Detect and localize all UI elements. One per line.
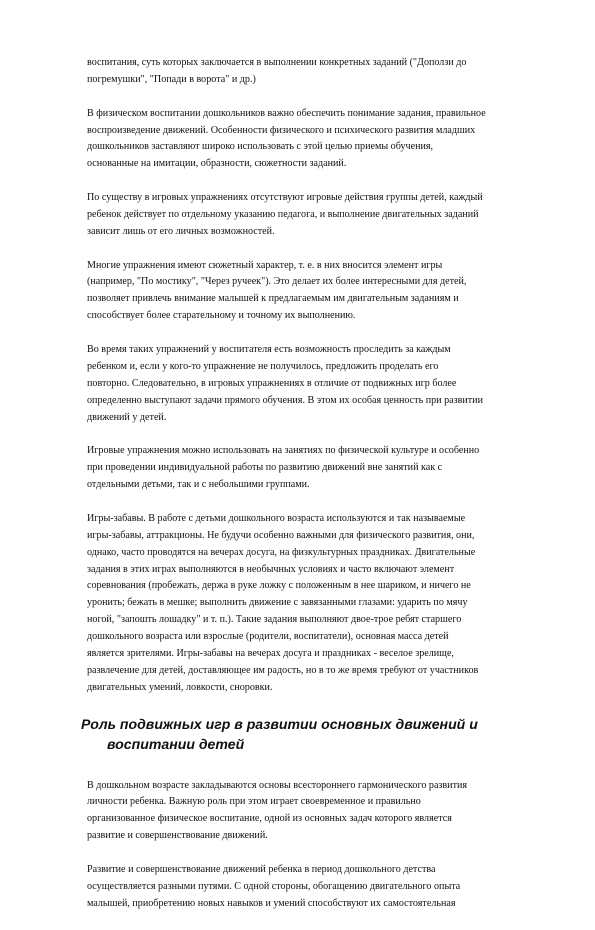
text-line: дошкольного возраста или взрослые (родители, воспитатели), основная масса детей [87,631,449,643]
text-line: Игры-забавы. В работе с детьми дошкольного возраста используются и так называемые [87,512,466,524]
text-line: повторно. Следовательно, в игровых упражнениях в отличие от подвижных игр более [87,377,457,389]
text-line: соревнования (пробежать, держа в руке ложку с положенным в нее шариком, и ничего не [87,580,471,592]
text-line: развлечение для детей, доставляющее им радость, но в то же время требуют от участников [87,664,479,676]
document-body [81,55,533,930]
text-line: однако, часто проводятся на вечерах досуга, на физкультурных праздниках. Двигательные [87,546,476,558]
text-line: дошкольников заставляют широко использовать с этой целью приемы обучения, [87,141,434,153]
text-line: ногой, "запошть лошадку" и т. п.). Такие задания выполняют двое-трое ребят старшего [87,614,462,626]
text-line: является зрителями. Игры-забавы на вечерах досуга и праздниках - веселое зрелище, [87,648,454,660]
paragraph-8 [87,778,533,846]
heading-line: воспитании детей [107,735,245,752]
text-line: В физическом воспитании дошкольников важно обеспечить понимание задания, правильное [87,107,486,119]
text-line: определенно выступают задачи прямого обучения. В этом их особая ценность при развитии [87,394,483,406]
text-line: Игровые упражнения можно использовать на занятиях по физической культуре и особенно [87,445,480,457]
paragraph-4 [87,258,533,326]
section-heading [81,714,533,754]
heading-line: Роль подвижных игр в развитии основных движений и [81,715,478,732]
text-line: развитие и совершенствование движений. [87,830,268,842]
text-line: уронить; бежать в мешке; выполнить движение с завязанными глазами: ударить по мячу [87,597,468,609]
text-line: Во время таких упражнений у воспитателя есть возможность проследить за каждым [87,343,451,355]
text-line: зависит лишь от его личных возможностей. [87,225,275,237]
text-line: двигательных умений, ловкости, сноровки. [87,681,273,693]
paragraph-7 [87,511,533,697]
paragraph-2 [87,106,533,174]
text-line: (например, "По мостику", "Через ручеек"). Это делает их более интересными для детей, [87,276,467,288]
text-line: ребенок действует по отдельному указанию педагога, и выполнение двигательных заданий [87,208,479,220]
text-line: способствует более старательному и точному их выполнению. [87,310,356,322]
text-line: малышей, приобретению новых навыков и умений способствуют их самостоятельная [87,897,456,909]
text-line: организованное физическое воспитание, одной из основных задач которого является [87,813,452,825]
text-line: задания в этих играх выполняются в необычных условиях и часто включают элемент [87,563,455,575]
paragraph-5 [87,342,533,427]
text-line: воспроизведение движений. Особенности физического и психического развития младших [87,124,476,136]
text-line: игры-забавы, аттракционы. Не будучи особенно важными для физического развития, они, [87,529,475,541]
text-line: погремушки", "Попади в ворота" и др.) [87,73,256,85]
text-line: осуществляется разными путями. С одной стороны, обогащению двигательного опыта [87,880,461,892]
text-line: ребенком и, если у кого-то упражнение не получилось, предложить проделать его [87,360,439,372]
text-line: Развитие и совершенствование движений ребенка в период дошкольного детства [87,864,436,875]
paragraph-9 [87,862,533,913]
text-line: позволяет привлечь внимание малышей к предлагаемым им двигательным заданиям и [87,293,459,305]
paragraph-6 [87,443,533,494]
text-line: отдельными детьми, так и с небольшими группами. [87,479,310,491]
text-line: личности ребенка. Важную роль при этом играет своевременное и правильно [87,796,421,808]
text-line: В дошкольном возрасте закладываются основы всестороннего гармонического развития [87,779,468,791]
text-line: при проведении индивидуальной работы по развитию движений вне занятий как с [87,462,443,474]
text-line: основанные на имитации, образности, сюжетности заданий. [87,158,347,170]
text-line: По существу в игровых упражнениях отсутствуют игровые действия группы детей, каждый [87,192,483,204]
text-line: движений у детей. [87,411,167,423]
paragraph-1 [87,55,533,89]
text-line: Многие упражнения имеют сюжетный характер, т. е. в них вносится элемент игры [87,259,443,271]
paragraph-3 [87,190,533,241]
text-line: воспитания, суть которых заключается в выполнении конкретных заданий ("Доползи до [87,57,467,68]
